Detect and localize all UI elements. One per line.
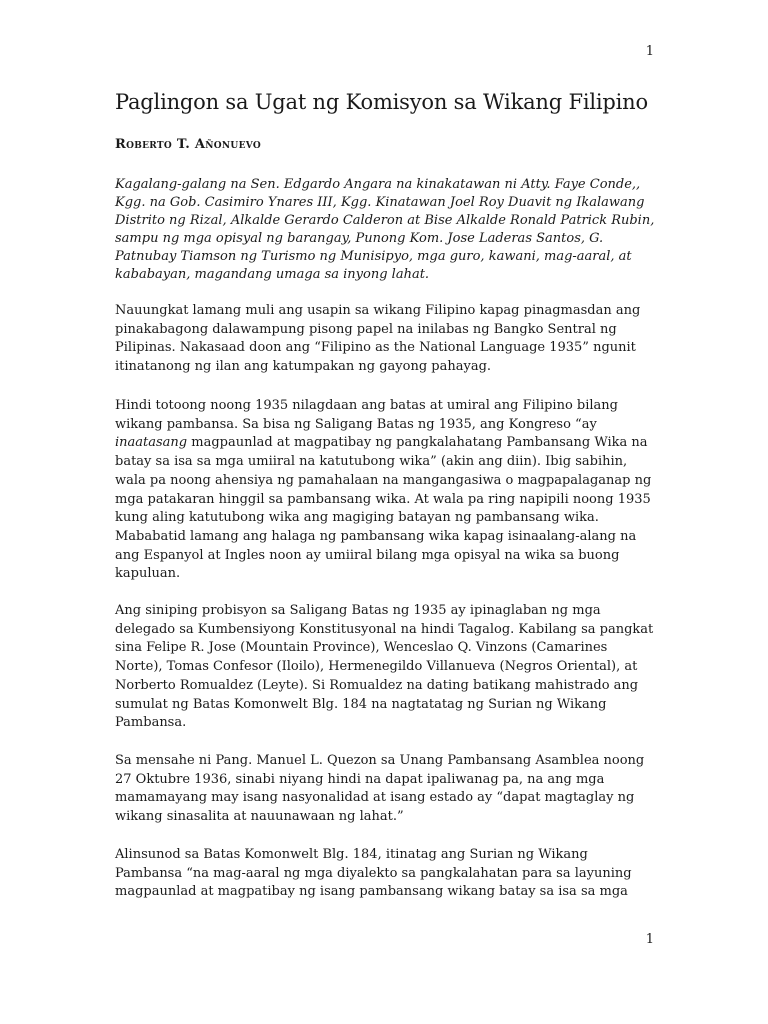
document-title: Paglingon sa Ugat ng Komisyon sa Wikang Filipino <box>115 90 648 114</box>
body-paragraph-4: Sa mensahe ni Pang. Manuel L. Quezon sa Unang Pambansang Asamblea noong 27 Oktubre 1936, sinabi niyang hindi na dapat ipaliwanag pa, na ang mga mamamayang may isang nasyonalidad at isang estado ay “dapat magtaglay ng wikang sinasalita at nauunawaan ng lahat.” <box>115 753 645 825</box>
emphasized-word: inaatasang <box>115 435 188 451</box>
page-number-top: 1 <box>645 44 654 59</box>
page-number-bottom: 1 <box>645 932 654 947</box>
paragraph-2-text-before: Hindi totoong noong 1935 nilagdaan ang batas at umiral ang Filipino bilang wikang pambansa. Sa bisa ng Saligang Batas ng 1935, ang Kongreso “ay <box>115 398 619 432</box>
body-paragraph-2 <box>115 397 655 584</box>
body-paragraph-5: Alinsunod sa Batas Komonwelt Blg. 184, itinatag ang Surian ng Wikang Pambansa “na mag-aaral ng mga diyalekto sa pangkalahatan para sa layuning magpaunlad at magpatibay ng isang pambansang wikang batay sa isa sa mga <box>115 847 632 900</box>
body-paragraph-3: Ang siniping probisyon sa Saligang Batas ng 1935 ay ipinaglaban ng mga delegado sa Kumbensiyong Konstitusyonal na hindi Tagalog. Kabilang sa pangkat sina Felipe R. Jose (Mountain Province), Wenceslao Q. Vinzons (Camarines Norte), Tomas Confesor (Iloilo), Hermenegildo Villanueva (Negros Oriental), at Norberto Romualdez (Leyte). Si Romualdez na dating batikang mahistrado ang sumulat ng Batas Komonwelt Blg. 184 na nagtatatag ng Surian ng Wikang Pambansa. <box>115 603 654 731</box>
greeting-paragraph: Kagalang-galang na Sen. Edgardo Angara na kinakatawan ni Atty. Faye Conde,, Kgg. na Gob. Casimiro Ynares III, Kgg. Kinatawan Joel Roy Duavit ng Ikalawang Distrito ng Rizal, Alkalde Gerardo Calderon at Bise Alkalde Ronald Patrick Rubin, sampu ng mga opisyal ng barangay, Punong Kom. Jose Laderas Santos, G. Patnubay Tiamson ng Turismo ng Munisipyo, mga guro, kawani, mag-aaral, at kababayan, magandang umaga sa inyong lahat. <box>115 177 655 282</box>
body-paragraph-1: Nauungkat lamang muli ang usapin sa wikang Filipino kapag pinagmasdan ang pinakabagong dalawampung pisong papel na inilabas ng Bangko Sentral ng Pilipinas. Nakasaad doon ang “Filipino as the National Language 1935” ngunit itinatanong ng ilan ang katumpakan ng gayong pahayag. <box>115 303 641 375</box>
paragraph-2-text-after: magpaunlad at magpatibay ng pangkalahatang Pambansang Wika na batay sa isa sa mga umiiral na katutubong wika” (akin ang diin). Ibig sabihin, wala pa noong ahensiya ng pamahalaan na mangangasiwa o magpapalaganap ng mga patakaran hinggil sa pambansang wika. At wala pa ring napipili noong 1935 kung aling katutubong wika ang magiging batayan ng pambansang wika. Mababatid lamang ang halaga ng pambansang wika kapag isinaalang-alang na ang Espanyol at Ingles noon ay umiiral bilang mga opisyal na wika sa buong kapuluan. <box>115 435 652 582</box>
author-name: Roberto T. Añonuevo <box>115 137 261 152</box>
